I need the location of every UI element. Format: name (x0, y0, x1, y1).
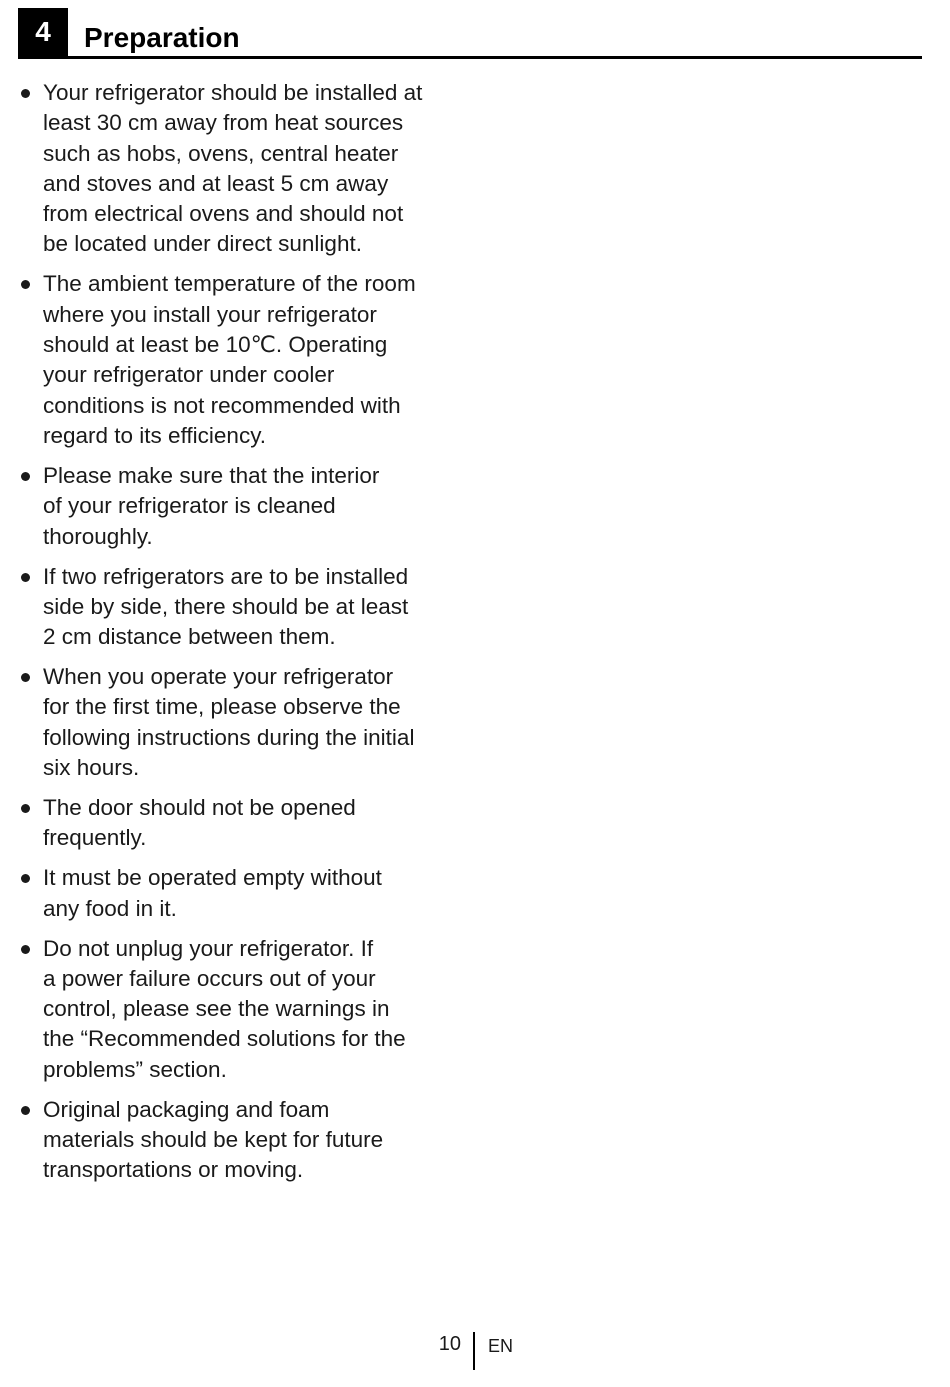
list-item (18, 562, 438, 653)
line-text: of your refrigerator is cleaned (43, 493, 336, 519)
line-text: When you operate your refrigerator (43, 664, 394, 690)
instruction-list (18, 78, 438, 1186)
chapter-header (18, 8, 922, 60)
line-text: be located under direct sunlight. (43, 231, 362, 257)
line-text: such as hobs, ovens, central heater (43, 140, 399, 166)
list-item (18, 793, 438, 854)
line-text: control, please see the warnings in (43, 996, 390, 1022)
line-text: If two refrigerators are to be installed (43, 563, 409, 589)
list-item (18, 863, 438, 924)
header-rule-divider (18, 56, 922, 59)
line-text: The door should not be opened (43, 794, 356, 820)
line-text: Please make sure that the interior (43, 462, 380, 488)
line-text: any food in it. (43, 895, 177, 921)
line-text: materials should be kept for future (43, 1127, 384, 1152)
line-text: the “Recommended solutions for the (43, 1026, 406, 1052)
footer-divider (473, 1332, 475, 1370)
bullet-icon (21, 945, 30, 954)
page-footer (0, 1330, 950, 1372)
line-text: thoroughly. (43, 523, 153, 549)
line-text: your refrigerator under cooler (43, 362, 335, 388)
chapter-title: Preparation (84, 22, 240, 53)
line-text: The ambient temperature of the room (43, 271, 416, 297)
bullet-icon (21, 280, 30, 289)
bullet-icon (21, 472, 30, 481)
page-number: 10 (438, 1333, 461, 1355)
line-text: side by side, there should be at least (43, 593, 409, 619)
line-text: It must be operated empty without (43, 865, 382, 891)
language-code: EN (488, 1336, 514, 1356)
main-content (18, 78, 438, 1195)
line-text: Do not unplug your refrigerator. If (43, 935, 374, 961)
chapter-number-badge: 4 (18, 8, 68, 58)
line-text: Original packaging and foam (43, 1096, 330, 1122)
line-text: from electrical ovens and should not (43, 201, 404, 227)
bullet-icon (21, 804, 30, 813)
line-text: for the first time, please observe the (43, 694, 401, 720)
list-item (18, 934, 438, 1085)
list-item (18, 1095, 438, 1186)
line-text: and stoves and at least 5 cm away (43, 170, 389, 196)
bullet-icon (21, 1106, 30, 1115)
bullet-icon (21, 874, 30, 883)
line-text: problems” section. (43, 1056, 227, 1082)
line-text: 2 cm distance between them. (43, 624, 336, 650)
line-text: transportations or moving. (43, 1157, 304, 1183)
line-text: where you install your refrigerator (43, 301, 377, 327)
line-text: should at least be 10℃. Operating (43, 332, 388, 358)
line-text: Your refrigerator should be installed at (43, 80, 423, 105)
list-item (18, 78, 438, 260)
line-text: conditions is not recommended with (43, 392, 401, 418)
line-text: frequently. (43, 825, 147, 851)
line-text: regard to its efficiency. (43, 422, 267, 448)
bullet-icon (21, 673, 30, 682)
bullet-icon (21, 89, 30, 98)
list-item (18, 269, 438, 451)
list-item (18, 461, 438, 552)
line-text: a power failure occurs out of your (43, 965, 376, 991)
line-text: least 30 cm away from heat sources (43, 110, 404, 136)
line-text: following instructions during the initial (43, 724, 415, 750)
bullet-icon (21, 573, 30, 582)
line-text: six hours. (43, 754, 140, 780)
list-item (18, 662, 438, 783)
